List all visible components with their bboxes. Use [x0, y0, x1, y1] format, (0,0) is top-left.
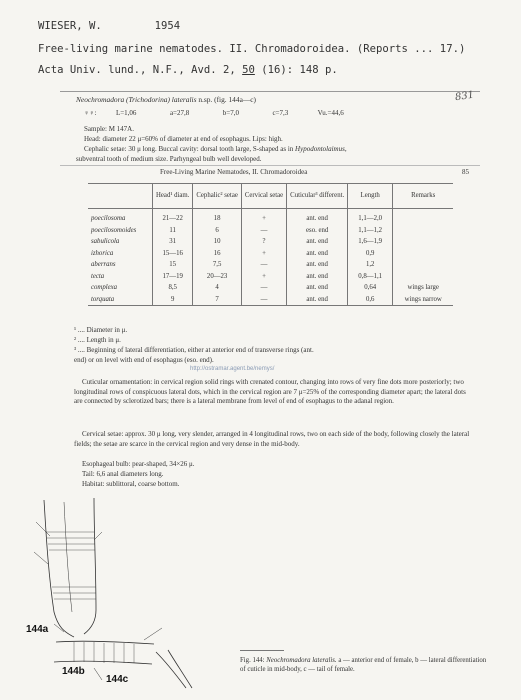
- table-cell: poecilosomoides: [91, 226, 137, 234]
- table-cell: 4: [193, 282, 241, 294]
- table-cell: izhorica: [91, 249, 114, 257]
- table-cell: ant. end: [287, 294, 348, 306]
- table-cell: —: [241, 259, 286, 271]
- table-cell: —: [241, 282, 286, 294]
- journal-line: Acta Univ. lund., N.F., Avd. 2, 50 (16): 148 p.: [38, 64, 338, 76]
- table-cell: ant. end: [287, 259, 348, 271]
- col-species: [88, 184, 153, 209]
- table-cell: 20—23: [193, 271, 241, 283]
- table-cell: ant. end: [287, 282, 348, 294]
- table-cell: poecilosoma: [91, 215, 126, 223]
- figure-label-a: 144a: [26, 624, 49, 635]
- table-cell: complexa: [91, 284, 118, 292]
- volume: 50: [242, 64, 255, 76]
- table-cell: 1,6—1,9: [348, 236, 393, 248]
- table-cell: 15—16: [153, 248, 193, 260]
- figure-label-b: 144b: [62, 666, 85, 677]
- table-cell: torquata: [88, 294, 153, 306]
- nematode-figure: [24, 492, 224, 692]
- table-cell: 0,8—1,1: [348, 271, 393, 283]
- table-cell: [393, 248, 454, 260]
- author-line: [38, 20, 180, 32]
- table-row: [88, 248, 453, 260]
- table-cell: 6: [193, 225, 241, 237]
- table-row: [88, 259, 453, 271]
- table-cell: 7,5: [193, 259, 241, 271]
- para-bulb: Esophageal bulb: pear-shaped, 34×26 μ.: [82, 460, 195, 468]
- col-cuticular: Cuticular³ different.: [287, 184, 348, 209]
- figure-caption: Fig. 144: Neochromadora lateralis. a — anterior end of female, b — lateral differentiation of cuticle in mid-body, c — tail of female.: [240, 656, 490, 674]
- table-row: [88, 225, 453, 237]
- table-cell: ?: [241, 236, 286, 248]
- table-cell: 16: [193, 248, 241, 260]
- divider: [60, 165, 480, 166]
- table-cell: 0,6: [348, 294, 393, 306]
- col-remarks: Remarks: [393, 184, 454, 209]
- cuticle-band-bottom: [54, 661, 152, 664]
- cephalic-line-2: subventral tooth of medium size. Parhyngeal bulb well developed.: [76, 155, 262, 163]
- col-cervical: Cervical setae: [241, 184, 286, 209]
- author: WIESER, W.: [38, 20, 102, 32]
- handwritten-note: 831: [454, 89, 475, 104]
- figure-label-c: 144c: [106, 674, 129, 685]
- table-cell: +: [241, 209, 286, 225]
- table-cell: ant. end: [287, 248, 348, 260]
- table-cell: 21—22: [153, 209, 193, 225]
- table-row: [88, 236, 453, 248]
- table-cell: —: [241, 225, 286, 237]
- table-cell: ant. end: [287, 236, 348, 248]
- table-cell: eso. end: [287, 225, 348, 237]
- species-heading: Neochromadora (Trichodorina) lateralis n.sp. (fig. 144a—c): [76, 95, 256, 104]
- table-cell: [393, 209, 454, 225]
- table-cell: 1,2: [348, 259, 393, 271]
- table-cell: sabulicola: [91, 238, 120, 246]
- year: 1954: [154, 20, 181, 32]
- col-head-diam: Head¹ diam.: [153, 184, 193, 209]
- table-cell: ant. end: [287, 209, 348, 225]
- cuticle-band-top: [56, 641, 154, 644]
- table-cell: ant. end: [287, 271, 348, 283]
- table-cell: —: [241, 294, 286, 306]
- table-cell: 0,9: [348, 248, 393, 260]
- table-cell: 0,64: [348, 282, 393, 294]
- table-cell: 8,5: [153, 282, 193, 294]
- table-row: [88, 209, 453, 225]
- footnote-3-cont: end) or on level with end of esophagus (eso. end).: [74, 356, 214, 364]
- table-cell: 9: [153, 294, 193, 306]
- table-cell: 17—19: [153, 271, 193, 283]
- body-outline-left: [44, 500, 74, 637]
- table-cell: 1,1—2,0: [348, 209, 393, 225]
- page-number: 85: [462, 168, 469, 176]
- para-cervical: Cervical setae: approx. 30 μ long, very slender, arranged in 4 longitudinal rows, two on each side of the body, following closely the lateral fields; the setae are scarce in the cervical region and very dense in the mid-body.: [74, 430, 470, 448]
- table-cell: aberrans: [91, 261, 116, 269]
- footnote-3: ³ .... Beginning of lateral differentiation, either at anterior end of transverse rings (ant.: [74, 346, 314, 354]
- table-cell: +: [241, 271, 286, 283]
- esophagus-line: [64, 502, 72, 612]
- para-habitat: Habitat: sublittoral, coarse bottom.: [82, 480, 180, 488]
- table-cell: wings large: [393, 282, 454, 294]
- body-outline-right: [84, 498, 96, 634]
- divider: [60, 91, 480, 92]
- table-cell: tecta: [91, 272, 105, 280]
- table-cell: 10: [193, 236, 241, 248]
- para-tail: Tail: 6,6 anal diameters long.: [82, 470, 164, 478]
- table-cell: +: [241, 248, 286, 260]
- table-cell: [393, 236, 454, 248]
- title-line: Free-living marine nematodes. II. Chromadoroidea. (Reports ... 17.): [38, 43, 466, 55]
- para-cuticular: Cuticular ornamentation: in cervical region solid rings with crenated contour, changing into rows of very fine dots more posteriorly; two longitudinal rows of conspicuous lateral dots, which in the cervical region are 7 μ=25% of the corresponding diameter apart; the lateral dots are connected by sclerotized bars; there is a lateral membrane from level of end of esophagus to the adanal region.: [74, 378, 466, 406]
- table-cell: 1,1—1,2: [348, 225, 393, 237]
- table-cell: 18: [193, 209, 241, 225]
- table-cell: 7: [193, 294, 241, 306]
- col-length: Length: [348, 184, 393, 209]
- col-cephalic: Cephalic² setae: [193, 184, 241, 209]
- table-row: [88, 271, 453, 283]
- table-header-row: [88, 184, 453, 209]
- sample-line: Sample: M 147A.: [84, 125, 134, 133]
- table-cell: 11: [153, 225, 193, 237]
- table-cell: [393, 271, 454, 283]
- measurements: ♀♀: L=1,06 a=27,8 b=7,0 c=7,3 Vu.=44,6: [84, 109, 344, 117]
- running-head: Free-Living Marine Nematodes, II. Chromadoroidea: [160, 168, 308, 176]
- footnote-1: ¹ .... Diameter in μ.: [74, 326, 128, 334]
- table-row: [88, 282, 453, 294]
- cephalic-line: Cephalic setae: 30 μ long. Buccal cavity: dorsal tooth large, S-shaped as in Hypodontolaimus,: [84, 145, 347, 153]
- species-comparison-table: [88, 183, 453, 306]
- table-cell: wings narrow: [393, 294, 454, 306]
- watermark-url: http://ostramar.agent.be/nemys/: [190, 366, 275, 372]
- caption-rule: [240, 650, 284, 651]
- head-line: Head: diameter 22 μ=60% of diameter at end of esophagus. Lips: high.: [84, 135, 283, 143]
- table-cell: [393, 259, 454, 271]
- table-cell: [393, 225, 454, 237]
- table-cell: 31: [153, 236, 193, 248]
- footnote-2: ² .... Length in μ.: [74, 336, 121, 344]
- table-cell: 15: [153, 259, 193, 271]
- table-row: [88, 294, 453, 306]
